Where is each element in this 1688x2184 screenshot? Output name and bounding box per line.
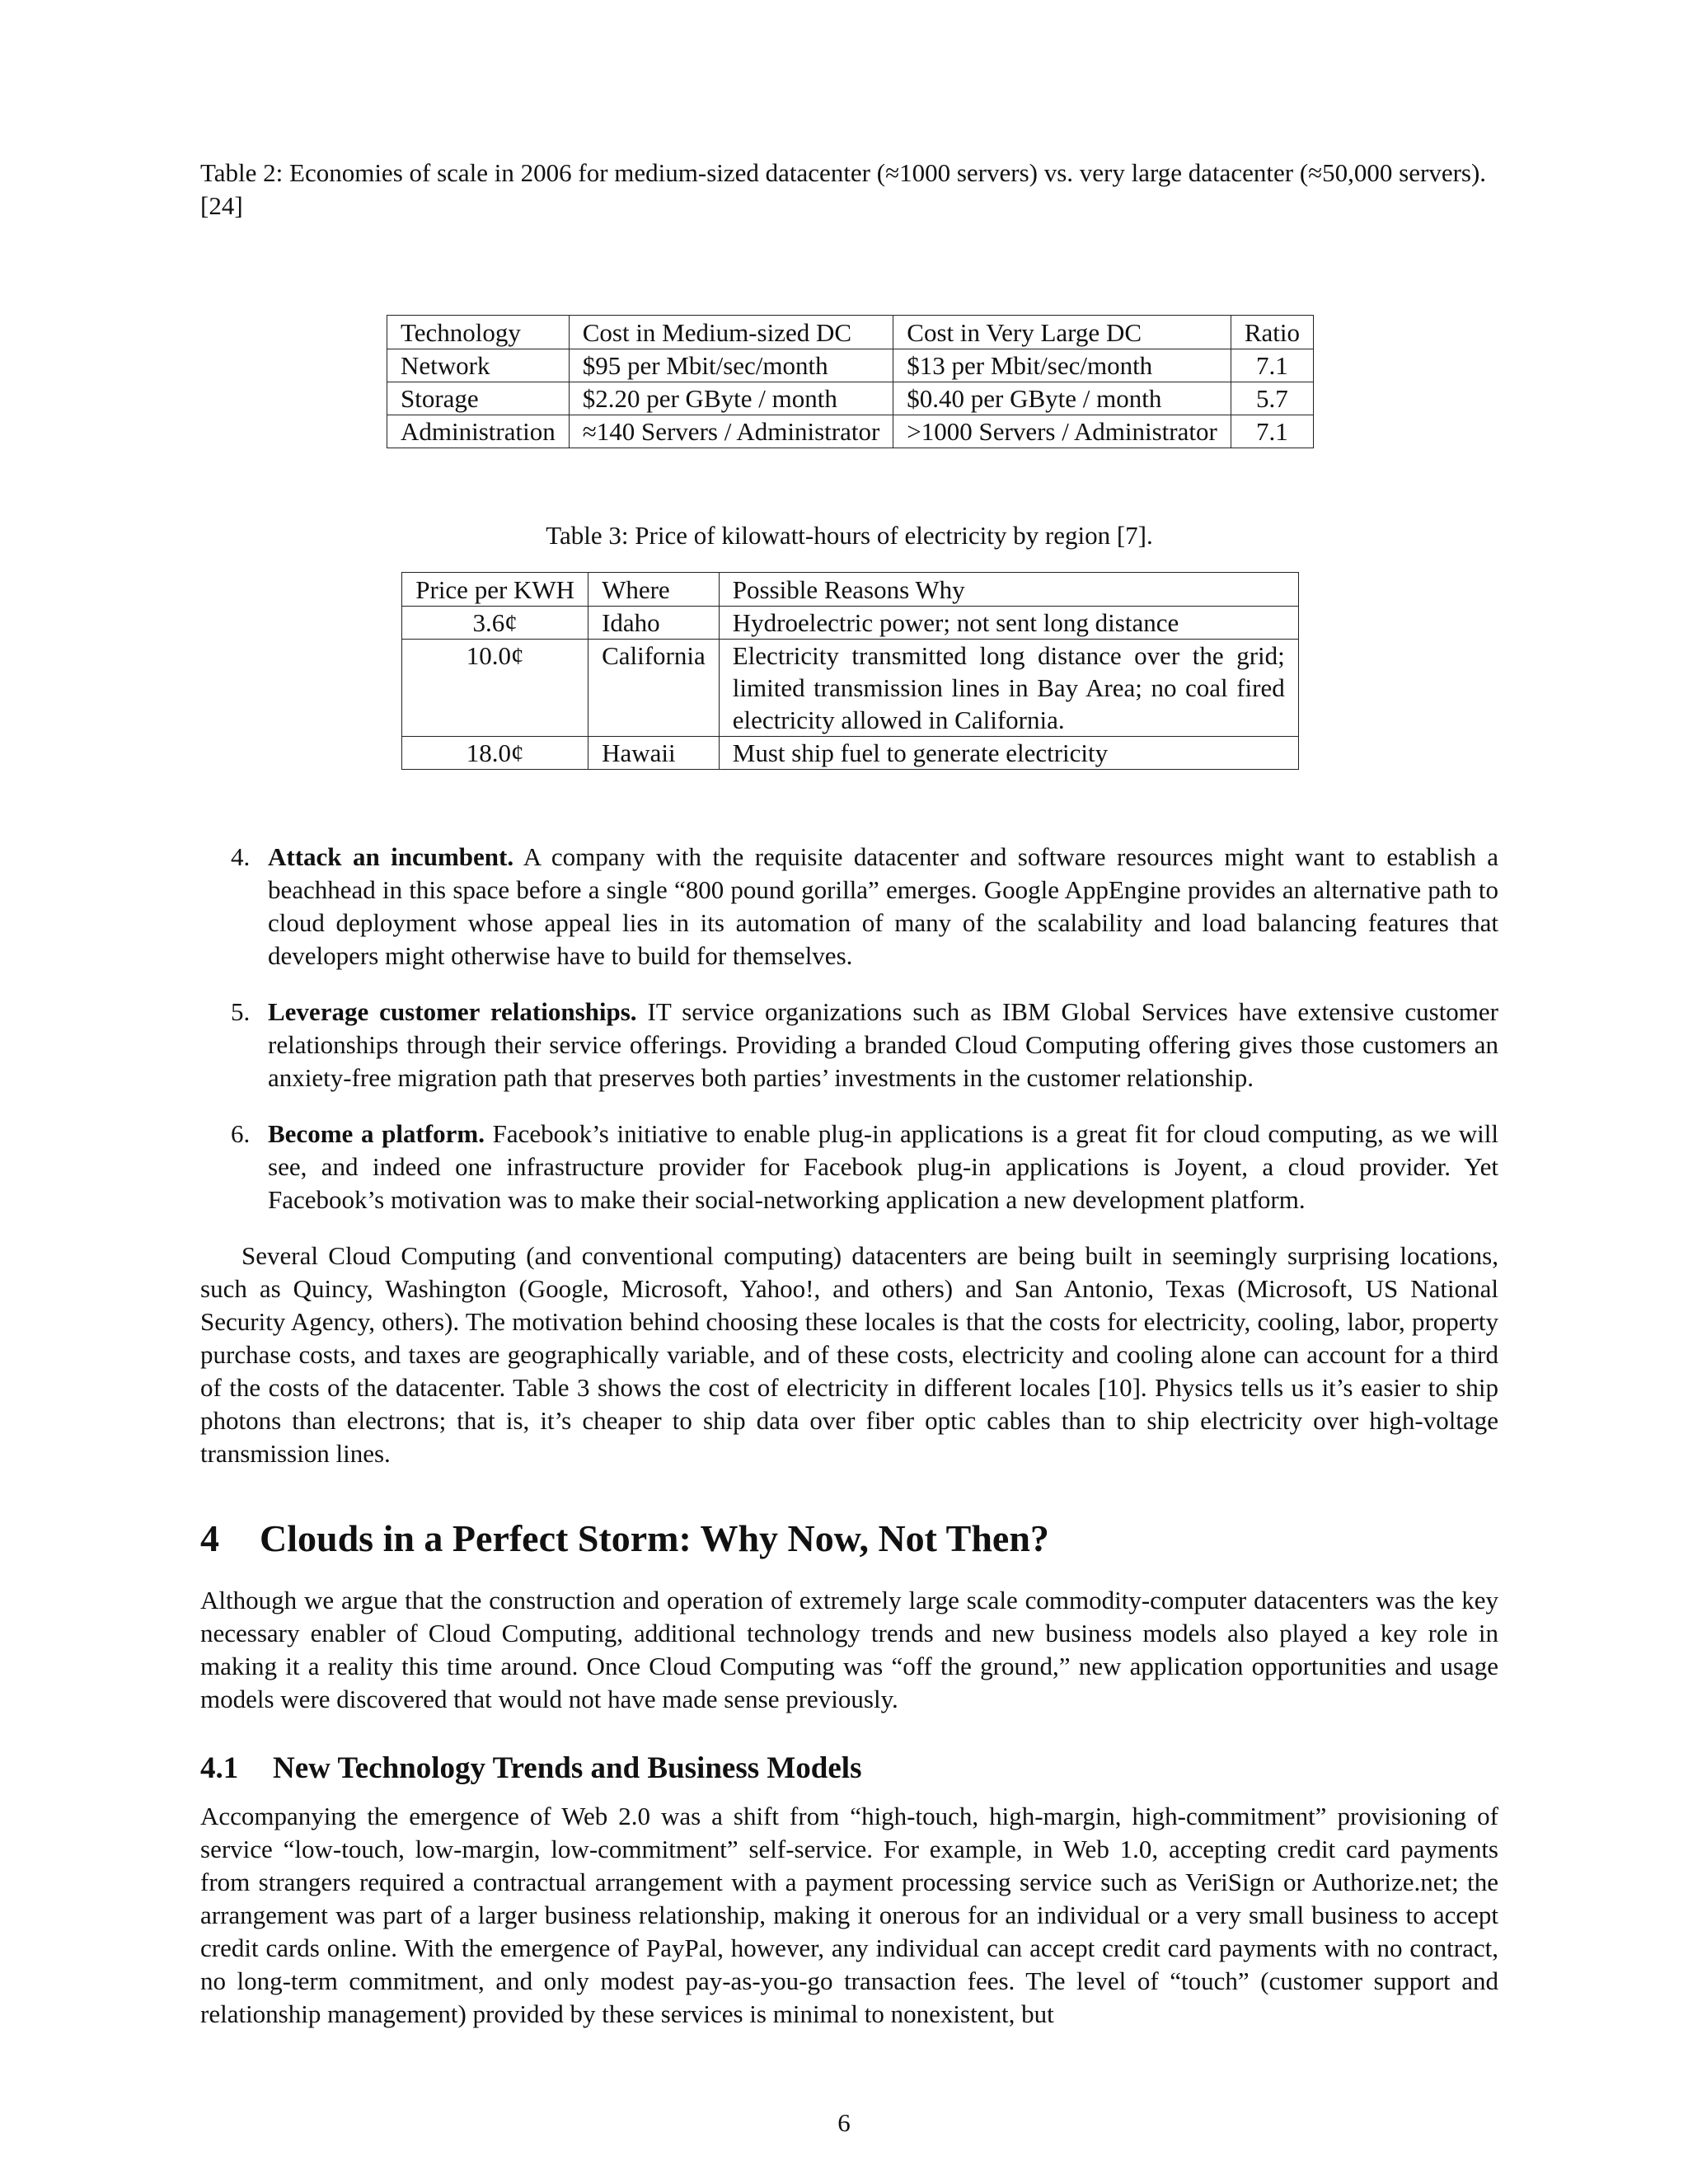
table-cell: 5.7 (1231, 382, 1313, 415)
table-cell: $0.40 per GByte / month (893, 382, 1231, 415)
table-cell: $95 per Mbit/sec/month (569, 349, 893, 382)
table-cell: 7.1 (1231, 349, 1313, 382)
table-header-cell: Cost in Medium-sized DC (569, 316, 893, 349)
table-header-cell: Cost in Very Large DC (893, 316, 1231, 349)
table-cell: ≈140 Servers / Administrator (569, 415, 893, 448)
page-number: 6 (837, 2108, 851, 2137)
table-row (387, 415, 1314, 448)
list-item (231, 841, 1499, 972)
table-header-cell: Possible Reasons Why (719, 573, 1298, 607)
table-row (387, 382, 1314, 415)
list-item-text: Facebook’s initiative to enable plug-in applications is a great fit for cloud computing, as we will see, and indeed one infrastructure provider for Facebook plug-in applications is Joyent, a cloud provider. Yet Facebook’s motivation was to make their social-networking application a new development platform. (268, 1119, 1498, 1214)
page-content (200, 157, 1498, 2031)
table-row (387, 349, 1314, 382)
list-item-title: Become a platform. (268, 1119, 485, 1148)
table-cell: $2.20 per GByte / month (569, 382, 893, 415)
list-item-title: Leverage customer relationships. (268, 997, 637, 1026)
table-cell: Electricity transmitted long distance over the grid; limited transmission lines in Bay Area; no coal fired electricity allowed in California. (719, 640, 1298, 737)
table3-caption: Table 3: Price of kilowatt-hours of electricity by region [7]. (546, 521, 1153, 550)
body-paragraph: Although we argue that the construction and operation of extremely large scale commodity-computer datacenters was the key necessary enabler of Cloud Computing, additional technology trends and new business models also played a key role in making it a reality this time around. Once Cloud Computing was “off the ground,” new application opportunities and usage models were discovered that would not have made sense previously. (200, 1586, 1498, 1713)
table-header-row (402, 573, 1299, 607)
table-cell: Network (387, 349, 570, 382)
table-cell: Must ship fuel to generate electricity (719, 737, 1298, 770)
list-item-text: IT service organizations such as IBM Global Services have extensive customer relationships through their service offerings. Providing a branded Cloud Computing offering gives those customers an anxiety-free migration path that preserves both parties’ investments in the customer relationship. (268, 997, 1498, 1092)
table-cell: >1000 Servers / Administrator (893, 415, 1231, 448)
table-header-cell: Where (588, 573, 720, 607)
table2-caption: Table 2: Economies of scale in 2006 for medium-sized datacenter (≈1000 servers) vs. very large datacenter (≈50,000 servers). [24] (200, 158, 1487, 220)
table-cell: 7.1 (1231, 415, 1313, 448)
subsection-heading (200, 1750, 1498, 1787)
table-row (402, 737, 1299, 770)
table-cell: Storage (387, 382, 570, 415)
list-item-title: Attack an incumbent. (268, 842, 514, 871)
subsection-number: 4.1 (200, 1751, 239, 1785)
body-paragraph: Several Cloud Computing (and conventional computing) datacenters are being built in seemingly surprising locations, such as Quincy, Washington (Google, Microsoft, Yahoo!, and others) and San Antonio, Texas (Microsoft, US National Security Agency, others). The motivation behind choosing these locales is that the costs for electricity, cooling, labor, property purchase costs, and taxes are geographically variable, and of these costs, electricity and cooling alone can account for a third of the costs of the datacenter. Table 3 shows the cost of electricity in different locales [10]. Physics tells us it’s easier to ship photons than electrons; that is, it’s cheaper to ship data over fiber optic cables than to ship electricity over high-voltage transmission lines. (200, 1241, 1498, 1468)
table-header-cell: Technology (387, 316, 570, 349)
subsection-title: New Technology Trends and Business Models (273, 1751, 862, 1785)
table-header-cell: Price per KWH (402, 573, 588, 607)
table-cell: Hawaii (588, 737, 720, 770)
table-cell: 18.0¢ (402, 737, 588, 770)
table-cell: 3.6¢ (402, 607, 588, 640)
table-cell: Idaho (588, 607, 720, 640)
list-item (231, 996, 1498, 1094)
section-number: 4 (200, 1517, 219, 1559)
table-cell: Administration (387, 415, 570, 448)
table2 (387, 315, 1314, 448)
table-header-row (387, 316, 1314, 349)
list-item-text: A company with the requisite datacenter and software resources might want to establish a beachhead in this space before a single “800 pound gorilla” emerges. Google AppEngine provides an alternative path to cloud deployment whose appeal lies in its automation of many of the scalability and load balancing features that developers might otherwise have to build for themselves. (268, 842, 1499, 970)
list-item-number: 4. (231, 842, 251, 871)
table-row (402, 640, 1299, 737)
section-heading (200, 1516, 1498, 1561)
table-header-cell: Ratio (1231, 316, 1313, 349)
list-item-number: 6. (231, 1119, 251, 1148)
numbered-list (200, 841, 1498, 1216)
list-item (231, 1118, 1498, 1216)
table-cell: California (588, 640, 720, 737)
table-row (402, 607, 1299, 640)
section-title: Clouds in a Perfect Storm: Why Now, Not Then? (260, 1517, 1049, 1559)
table-cell: Hydroelectric power; not sent long distance (719, 607, 1298, 640)
table-cell: 10.0¢ (402, 640, 588, 737)
table3 (401, 572, 1299, 770)
list-item-number: 5. (231, 997, 251, 1026)
table-cell: $13 per Mbit/sec/month (893, 349, 1231, 382)
body-paragraph: Accompanying the emergence of Web 2.0 was a shift from “high-touch, high-margin, high-commitment” provisioning of service “low-touch, low-margin, low-commitment” self-service. For example, in Web 1.0, accepting credit card payments from strangers required a contractual arrangement with a payment processing service such as VeriSign or Authorize.net; the arrangement was part of a larger business relationship, making it onerous for an individual or a very small business to accept credit cards online. With the emergence of PayPal, however, any individual can accept credit card payments with no contract, no long-term commitment, and only modest pay-as-you-go transaction fees. The level of “touch” (customer support and relationship management) provided by these services is minimal to nonexistent, but (200, 1802, 1498, 2028)
